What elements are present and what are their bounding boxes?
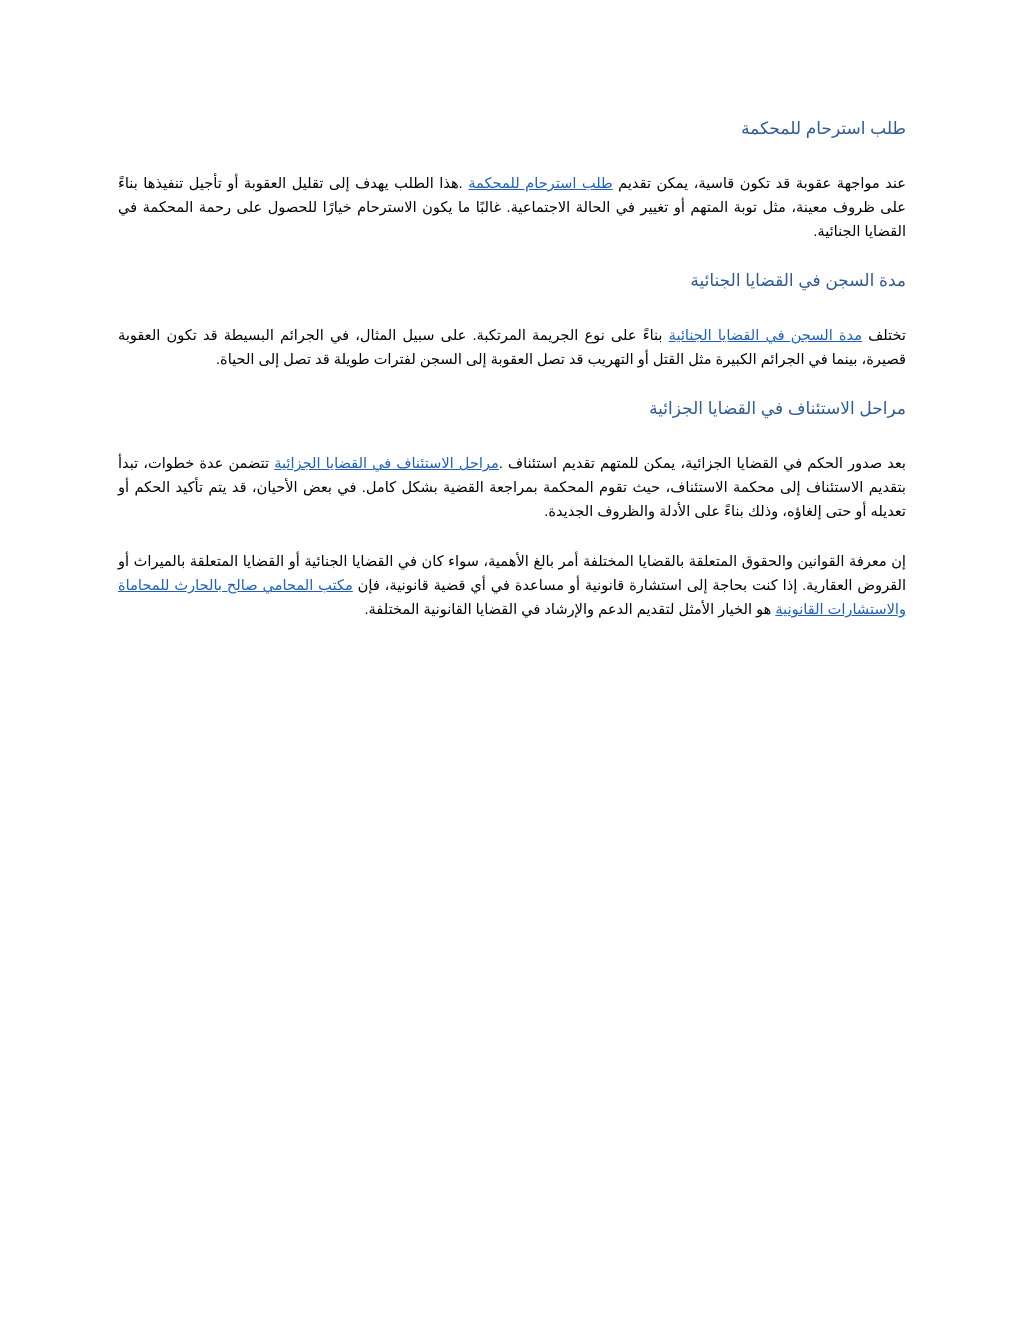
paragraph-appeal-stages — [118, 452, 906, 524]
paragraph-closing — [118, 550, 906, 622]
paragraph-clemency-request — [118, 172, 906, 244]
paragraph-text: تتضمن عدة خطوات، تبدأ بتقديم الاستئناف إلى محكمة الاستئناف، حيث تقوم المحكمة بمراجعة القضية بشكل كامل. في بعض الأحيان، قد يتم تأكيد الحكم أو تعديله أو حتى إلغاؤه، وذلك بناءً على الأدلة والظروف الجديدة. — [118, 456, 906, 521]
paragraph-text: بعد صدور الحكم في القضايا الجزائية، يمكن للمتهم تقديم استئناف . — [498, 456, 906, 473]
heading-prison-term: مدة السجن في القضايا الجنائية — [690, 271, 906, 291]
heading-clemency-request: طلب استرحام للمحكمة — [741, 119, 906, 138]
paragraph-text: إن معرفة القوانين والحقوق المتعلقة بالقضايا المختلفة أمر بالغ الأهمية، سواء كان في القضايا الجنائية أو القضايا المتعلقة بالميراث أو القروض العقارية. إذا كنت بحاجة إلى استشارة قانونية أو مساعدة في أي قضية قانونية، فإن — [118, 554, 907, 595]
paragraph-text: هو الخيار الأمثل لتقديم الدعم والإرشاد في القضايا القانونية المختلفة. — [364, 602, 776, 619]
link-law-office[interactable]: مكتب المحامي صالح بالحارث للمحاماة والاستشارات القانونية — [118, 578, 906, 619]
heading-appeal-stages: مراحل الاستئناف في القضايا الجزائية — [649, 399, 906, 419]
paragraph-text: .هذا الطلب يهدف إلى تقليل العقوبة أو تأجيل تنفيذها بناءً على ظروف معينة، مثل توبة المتهم أو تغيير في الحالة الاجتماعية. غالبًا ما يكون الاسترحام خيارًا للحصول على رحمة المحكمة في القضايا الجنائية. — [118, 176, 906, 241]
paragraph-prison-term — [118, 324, 906, 372]
link-clemency-request[interactable]: طلب استرحام للمحكمة — [468, 176, 613, 193]
document-page — [118, 112, 906, 648]
link-prison-term[interactable]: مدة السجن في القضايا الجنائية — [668, 328, 863, 345]
paragraph-text: عند مواجهة عقوبة قد تكون قاسية، يمكن تقديم — [612, 176, 906, 193]
paragraph-text: تختلف — [862, 328, 906, 345]
paragraph-text: بناءً على نوع الجريمة المرتكبة. على سبيل المثال، في الجرائم البسيطة قد تكون العقوبة قصيرة، بينما في الجرائم الكبيرة مثل القتل أو التهريب قد تصل العقوبة إلى السجن لفترات طويلة قد تصل إلى الحياة. — [118, 328, 906, 369]
link-appeal-stages[interactable]: مراحل الاستئناف في القضايا الجزائية — [274, 456, 499, 473]
